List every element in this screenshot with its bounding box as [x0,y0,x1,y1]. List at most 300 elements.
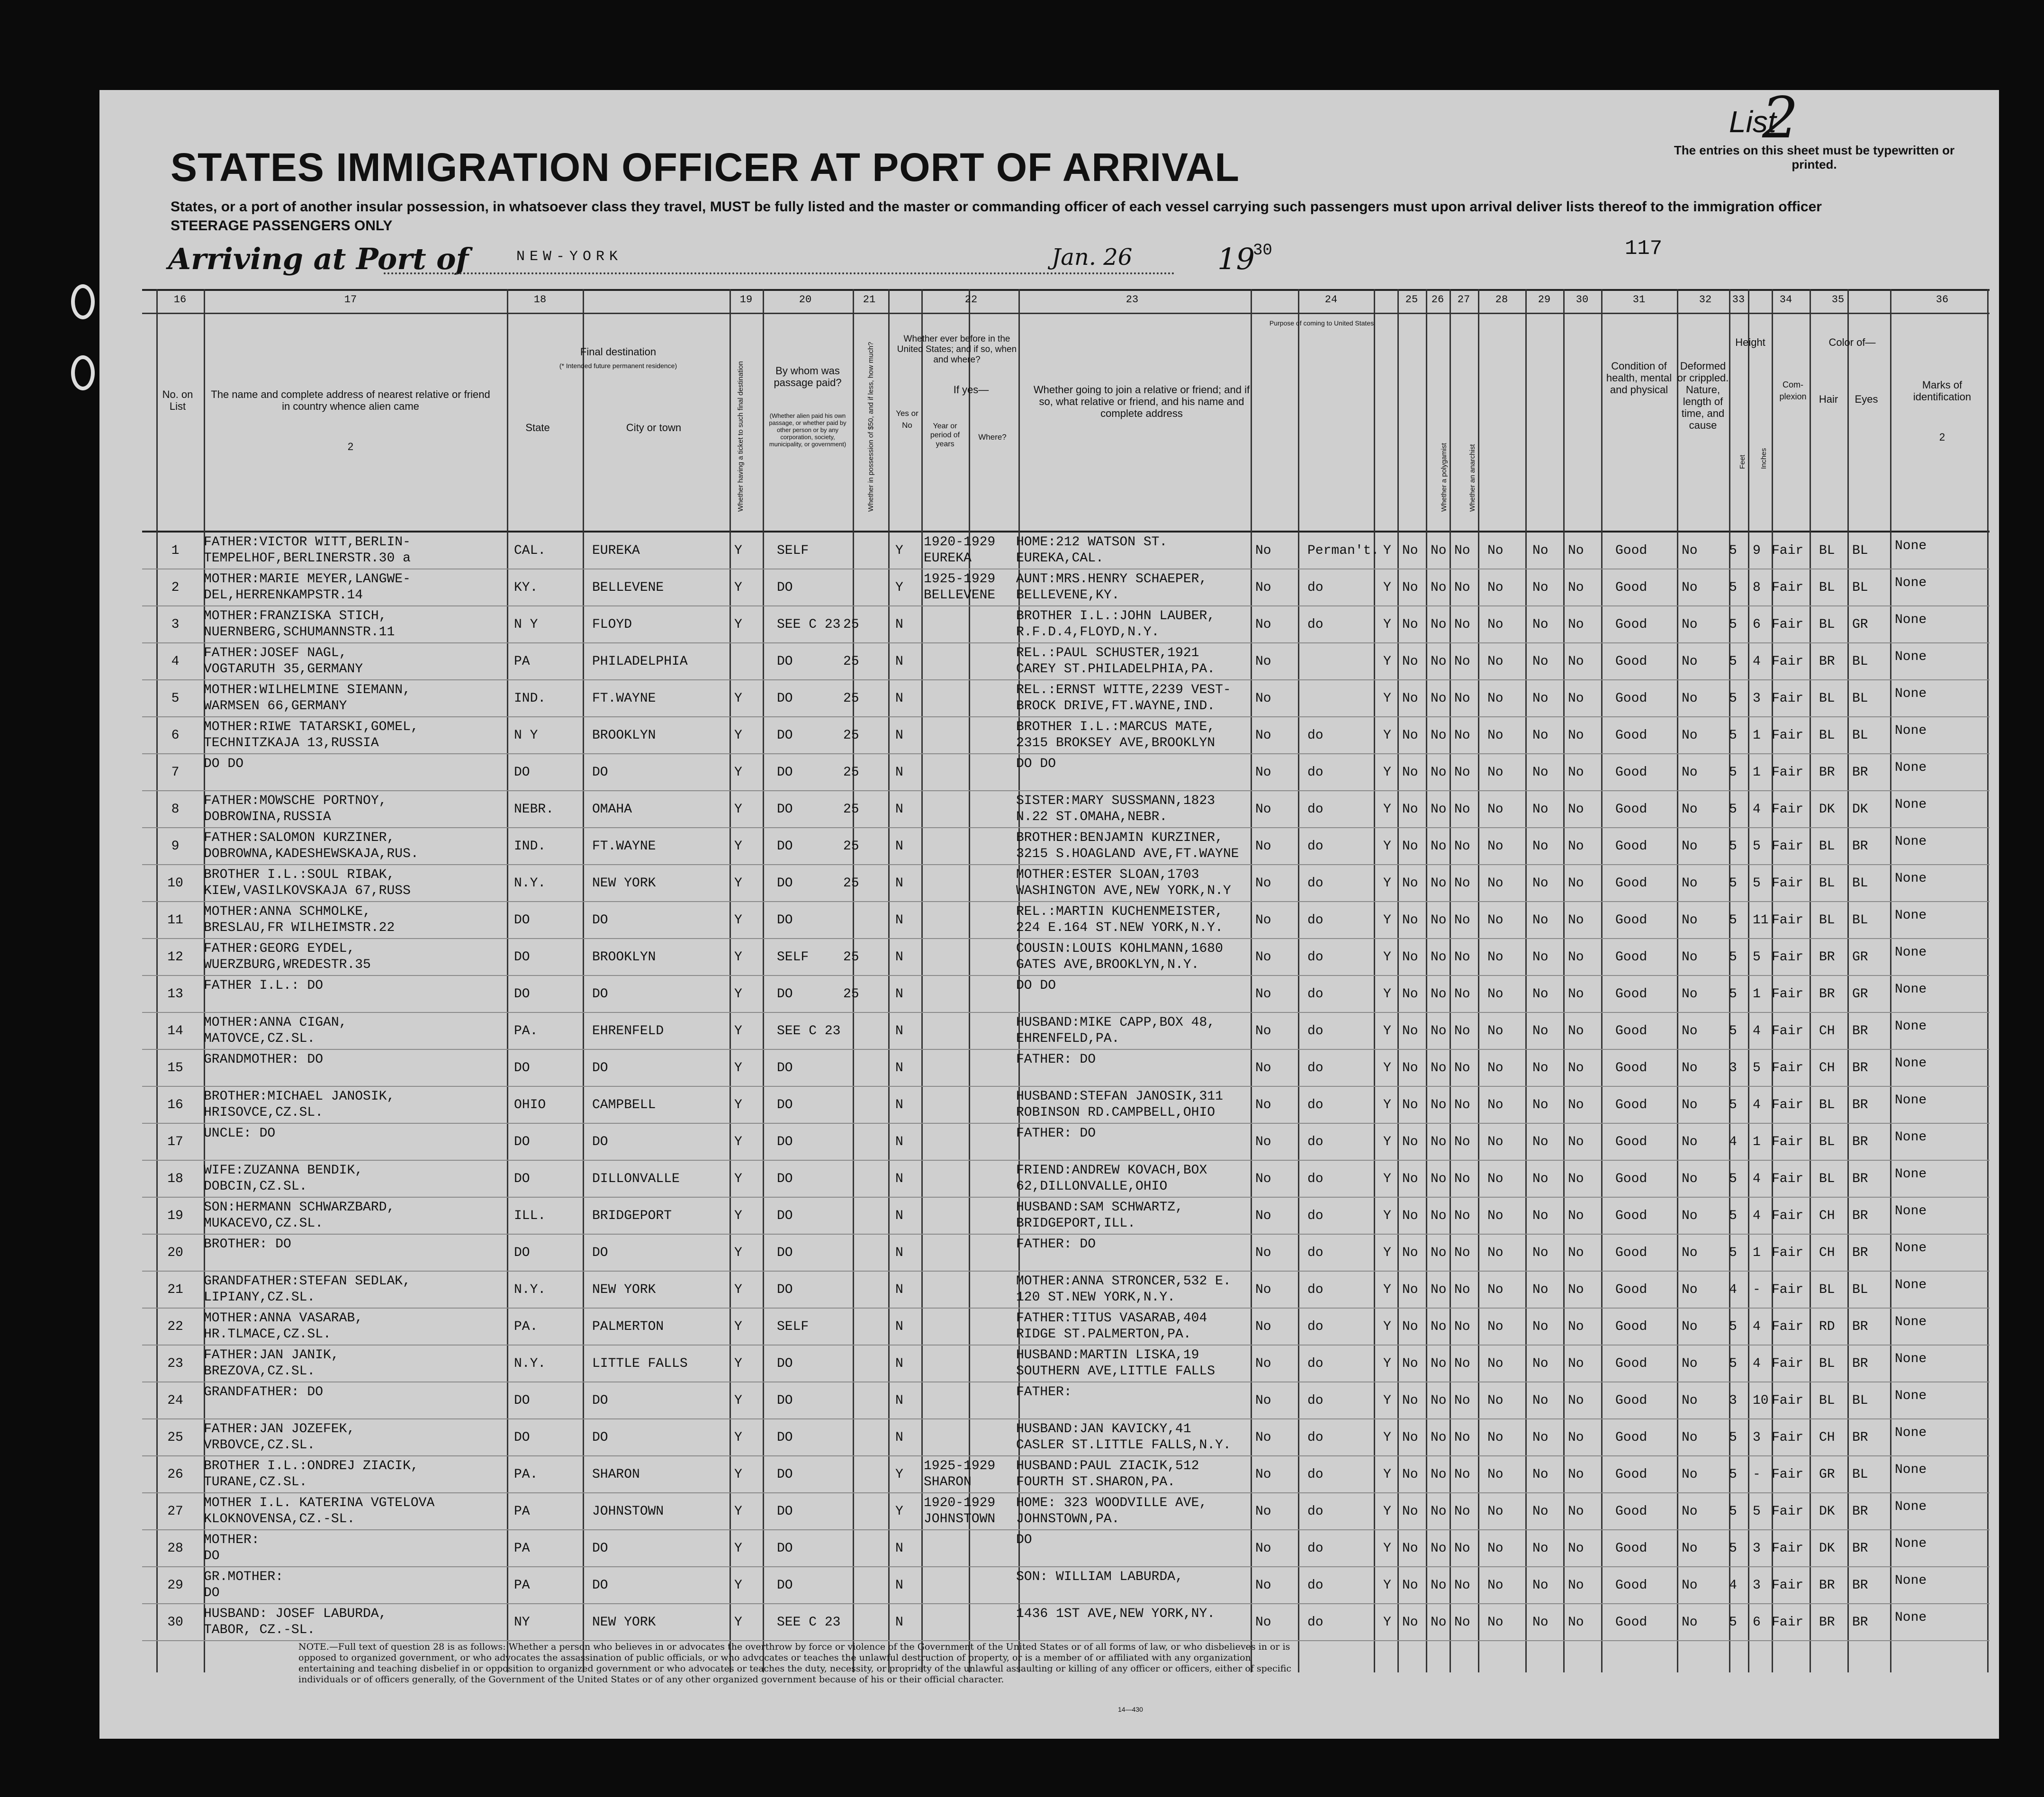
cell-eyes: BL [1852,1467,1868,1482]
cell-q26: No [1431,876,1447,891]
cell-hair: BL [1819,1356,1835,1371]
cell-p1: No [1255,876,1271,891]
cell-deform: No [1682,1430,1698,1445]
cell-p3: Y [1383,1319,1391,1334]
cell-feet: 5 [1729,654,1737,669]
cell-marks: None [1895,1241,1927,1255]
cell-inch: 5 [1753,1061,1761,1075]
cell-q29: No [1532,839,1549,854]
cell-eyes: BL [1852,691,1868,706]
cell-q29: No [1532,987,1549,1002]
cell-feet: 5 [1729,802,1737,817]
cell-inch: 5 [1753,839,1761,854]
cell-q28: No [1487,1430,1504,1445]
header-anarchist: Whether an anarchist [1468,444,1477,512]
cell-hair: CH [1819,1430,1835,1445]
header-where: Where? [978,433,1007,442]
cell-join1: DO DO [1016,757,1056,771]
header-final-destination-note: (* Intended future permanent residence) [559,362,677,370]
cell-hair: BR [1819,950,1835,965]
header-hair: Hair [1819,393,1838,405]
cell-join1: SON: WILLIAM LABURDA, [1016,1570,1183,1584]
cell-inch: 3 [1753,1578,1761,1593]
cell-ticket: Y [734,1393,742,1408]
cell-inch: 1 [1753,1246,1761,1260]
cell-no: 3 [171,617,180,632]
cell-inch: 4 [1753,1024,1761,1038]
cell-inch: 4 [1753,1172,1761,1186]
cell-q25: No [1402,839,1418,854]
cell-q26: No [1431,1541,1447,1556]
cell-q29: No [1532,543,1549,558]
cell-q28: No [1487,1282,1504,1297]
cell-eyes: BR [1852,1541,1868,1556]
cell-feet: 5 [1729,1541,1737,1556]
cell-yn: N [895,654,903,669]
cell-yn: N [895,876,903,891]
cell-q30: No [1568,1504,1584,1519]
header-joining: Whether going to join a relative or friend; and if so, what relative or friend, and his name and complete address [1033,384,1250,419]
cell-q26: No [1431,654,1447,669]
cell-p3: Y [1383,1541,1391,1556]
binder-ring [71,284,95,319]
cell-eyes: BR [1852,1246,1868,1260]
cell-inch: 11 [1753,913,1769,928]
cell-cplx: Fair [1772,765,1804,780]
cell-q25: No [1402,1098,1418,1112]
port-line [384,272,1175,274]
cell-q27: No [1454,1209,1470,1223]
cell-q28: No [1487,913,1504,928]
cell-q25: No [1402,1541,1418,1556]
cell-marks: None [1895,1130,1927,1145]
cell-q25: No [1402,1356,1418,1371]
cell-yn: N [895,1319,903,1334]
cell-q30: No [1568,950,1584,965]
cell-state: PA. [514,1024,538,1038]
table-row [142,533,1990,569]
cell-city: DO [592,1430,608,1445]
cell-marks: None [1895,1315,1927,1329]
cell-q27: No [1454,617,1470,632]
cell-cplx: Fair [1772,1209,1804,1223]
cell-yn: Y [895,1467,903,1482]
cell-ticket: Y [734,1467,742,1482]
cell-q30: No [1568,1061,1584,1075]
cell-p3: Y [1383,802,1391,817]
cell-marks: None [1895,1204,1927,1219]
cell-q26: No [1431,543,1447,558]
cell-paid: DO [777,1430,793,1445]
cell-q25: No [1402,913,1418,928]
table-row [142,570,1990,606]
cell-eyes: BL [1852,543,1868,558]
header-state: State [525,422,550,433]
cell-city: FLOYD [592,617,632,632]
cell-rel1: FATHER:JAN JANIK, [204,1348,339,1363]
cell-no: 24 [167,1393,183,1408]
cell-q25: No [1402,1578,1418,1593]
cell-q29: No [1532,1246,1549,1260]
cell-q27: No [1454,1061,1470,1075]
cell-q26: No [1431,913,1447,928]
cell-cplx: Fair [1772,1430,1804,1445]
cell-q25: No [1402,691,1418,706]
cell-marks: None [1895,1426,1927,1440]
cell-city: DO [592,1393,608,1408]
cell-eyes: BL [1852,580,1868,595]
cell-deform: No [1682,1061,1698,1075]
cell-period2: EUREKA [924,551,972,566]
cell-eyes: BL [1852,728,1868,743]
cell-ticket: Y [734,876,742,891]
cell-no: 18 [167,1172,183,1186]
cell-marks: None [1895,760,1927,775]
cell-q25: No [1402,654,1418,669]
cell-feet: 5 [1729,1467,1737,1482]
cell-health: Good [1615,765,1648,780]
cell-q27: No [1454,950,1470,965]
cell-feet: 5 [1729,543,1737,558]
cell-state: DO [514,987,530,1002]
cell-q28: No [1487,1061,1504,1075]
cell-hair: BL [1819,1135,1835,1149]
cell-ticket: Y [734,950,742,965]
cell-ticket: Y [734,1282,742,1297]
cell-ticket: Y [734,580,742,595]
cell-no: 29 [167,1578,183,1593]
cell-state: N.Y. [514,1356,546,1371]
table-row [142,1346,1990,1382]
cell-rel1: GRANDMOTHER: DO [204,1052,324,1067]
cell-q26: No [1431,1615,1447,1630]
cell-state: DO [514,950,530,965]
cell-rel2: DOBROWINA,RUSSIA [204,810,331,824]
cell-feet: 5 [1729,876,1737,891]
cell-p2: do [1307,1430,1324,1445]
cell-p1: No [1255,691,1271,706]
cell-hair: BL [1819,1393,1835,1408]
cell-period1: 1920-1929 [924,1496,996,1510]
cell-q30: No [1568,1246,1584,1260]
cell-rel2: BRESLAU,FR WILHEIMSTR.22 [204,921,395,935]
cell-no: 12 [167,950,183,965]
cell-marks: None [1895,1056,1927,1071]
cell-q27: No [1454,1024,1470,1038]
cell-q28: No [1487,728,1504,743]
cell-ticket: Y [734,1541,742,1556]
cell-deform: No [1682,654,1698,669]
cell-q28: No [1487,802,1504,817]
cell-q29: No [1532,1319,1549,1334]
cell-q27: No [1454,1098,1470,1112]
form-code: 14—430 [1118,1706,1143,1713]
cell-paid: DO [777,691,793,706]
cell-yn: N [895,765,903,780]
column-number: 27 [1457,294,1470,306]
table-row [142,1050,1990,1087]
cell-q25: No [1402,1024,1418,1038]
cell-state: N.Y. [514,1282,546,1297]
cell-no: 14 [167,1024,183,1038]
cell-q27: No [1454,1282,1470,1297]
cell-ticket: Y [734,1135,742,1149]
cell-q30: No [1568,1393,1584,1408]
cell-q26: No [1431,1172,1447,1186]
cell-q25: No [1402,1282,1418,1297]
cell-q30: No [1568,839,1584,854]
cell-join2: CAREY ST.PHILADELPHIA,PA. [1016,662,1216,677]
cell-ticket: Y [734,913,742,928]
cell-join2: BROCK DRIVE,FT.WAYNE,IND. [1016,699,1216,713]
column-number: 35 [1831,294,1845,306]
cell-join1: REL.:ERNST WITTE,2239 VEST- [1016,683,1231,697]
cell-rel2: MATOVCE,CZ.SL. [204,1031,315,1046]
cell-city: PHILADELPHIA [592,654,688,669]
cell-p1: No [1255,802,1271,817]
cell-cplx: Fair [1772,691,1804,706]
table-row [142,1531,1990,1567]
cell-rel2: LIPIANY,CZ.SL. [204,1290,315,1305]
column-number: 17 [344,294,357,306]
cell-marks: None [1895,908,1927,923]
cell-p2: do [1307,1504,1324,1519]
cell-q29: No [1532,913,1549,928]
cell-eyes: BR [1852,1209,1868,1223]
cell-q29: No [1532,765,1549,780]
cell-hair: BL [1819,691,1835,706]
cell-p2: do [1307,1319,1324,1334]
cell-eyes: BR [1852,839,1868,854]
cell-yn: N [895,987,903,1002]
cell-p3: Y [1383,876,1391,891]
cell-q29: No [1532,728,1549,743]
cell-inch: - [1753,1282,1761,1297]
cell-marks: None [1895,797,1927,812]
table-row [142,903,1990,939]
cell-marks: None [1895,1278,1927,1292]
cell-join2: BRIDGEPORT,ILL. [1016,1216,1136,1231]
cell-health: Good [1615,1319,1648,1334]
cell-join1: REL.:PAUL SCHUSTER,1921 [1016,646,1199,660]
cell-cplx: Fair [1772,1578,1804,1593]
cell-q28: No [1487,1541,1504,1556]
cell-period1: 1925-1929 [924,1459,996,1473]
cell-q26: No [1431,1578,1447,1593]
cell-cplx: Fair [1772,1393,1804,1408]
cell-p3: Y [1383,1393,1391,1408]
cell-rel1: BROTHER I.L.:SOUL RIBAK, [204,867,395,882]
cell-p3: Y [1383,1024,1391,1038]
cell-hair: BR [1819,1615,1835,1630]
cell-paid: DO [777,1356,793,1371]
cell-marks: None [1895,871,1927,886]
cell-p1: No [1255,1319,1271,1334]
cell-rel1: SON:HERMANN SCHWARZBARD, [204,1200,395,1215]
cell-cplx: Fair [1772,1541,1804,1556]
cell-p2: do [1307,1615,1324,1630]
header-color-of: Color of— [1828,336,1876,348]
cell-join2: 3215 S.HOAGLAND AVE,FT.WAYNE [1016,847,1239,861]
cell-paid: DO [777,913,793,928]
cell-rel2: NUERNBERG,SCHUMANNSTR.11 [204,625,395,640]
cell-p1: No [1255,1024,1271,1038]
cell-q30: No [1568,1578,1584,1593]
cell-join2: 120 ST.NEW YORK,N.Y. [1016,1290,1176,1305]
cell-q27: No [1454,913,1470,928]
cell-p3: Y [1383,691,1391,706]
cell-q28: No [1487,1504,1504,1519]
intro-text: States, or a port of another insular possession, in whatsoever class they travel, MUST be fully listed and the master or commanding officer of each vessel carrying such passengers must upon arrival deliver lists thereof to the immigration officer [171,199,1822,215]
cell-q28: No [1487,876,1504,891]
cell-yn: N [895,1615,903,1630]
cell-q30: No [1568,543,1584,558]
cell-ticket: Y [734,1172,742,1186]
cell-rel1: MOTHER:WILHELMINE SIEMANN, [204,683,411,697]
table-row [142,1420,1990,1456]
cell-marks: None [1895,723,1927,738]
cell-inch: 4 [1753,1098,1761,1112]
cell-q28: No [1487,1393,1504,1408]
cell-p3: Y [1383,1061,1391,1075]
cell-join2: SOUTHERN AVE,LITTLE FALLS [1016,1364,1216,1379]
column-number: 19 [739,294,753,306]
cell-eyes: BR [1852,1615,1868,1630]
cell-q29: No [1532,654,1549,669]
cell-p1: No [1255,1541,1271,1556]
table-row [142,976,1990,1013]
cell-money: 25 [843,765,859,780]
cell-eyes: BR [1852,1098,1868,1112]
cell-q30: No [1568,691,1584,706]
cell-period2: BELLEVENE [924,588,996,603]
cell-hair: BL [1819,1098,1835,1112]
cell-q26: No [1431,987,1447,1002]
cell-deform: No [1682,1024,1698,1038]
cell-feet: 5 [1729,1504,1737,1519]
cell-no: 13 [167,987,183,1002]
table-row [142,755,1990,791]
cell-yn: N [895,1098,903,1112]
cell-p1: No [1255,1504,1271,1519]
cell-rel2: TABOR, CZ.-SL. [204,1623,315,1637]
cell-q26: No [1431,1282,1447,1297]
cell-yn: N [895,1541,903,1556]
cell-deform: No [1682,913,1698,928]
cell-q25: No [1402,987,1418,1002]
cell-marks: None [1895,1167,1927,1182]
cell-q25: No [1402,1246,1418,1260]
cell-paid: DO [777,1172,793,1186]
cell-state: CAL. [514,543,546,558]
cell-q30: No [1568,1430,1584,1445]
cell-feet: 5 [1729,1098,1737,1112]
cell-city: DO [592,765,608,780]
cell-health: Good [1615,1541,1648,1556]
cell-hair: BL [1819,839,1835,854]
header-no-on-list: No. on List [162,388,193,412]
cell-p2: do [1307,1393,1324,1408]
cell-paid: SELF [777,543,809,558]
cell-marks: None [1895,1610,1927,1625]
cell-inch: 6 [1753,1615,1761,1630]
cell-hair: BL [1819,1282,1835,1297]
cell-hair: DK [1819,802,1835,817]
cell-join1: MOTHER:ESTER SLOAN,1703 [1016,867,1199,882]
cell-inch: 4 [1753,802,1761,817]
cell-p3: Y [1383,1209,1391,1223]
cell-no: 11 [167,913,183,928]
cell-join1: MOTHER:ANNA STRONCER,532 E. [1016,1274,1231,1289]
cell-q25: No [1402,728,1418,743]
cell-paid: DO [777,1246,793,1260]
cell-eyes: GR [1852,987,1868,1002]
cell-eyes: BR [1852,1504,1868,1519]
cell-q29: No [1532,1061,1549,1075]
cell-q28: No [1487,654,1504,669]
cell-rel2: HR.TLMACE,CZ.SL. [204,1327,331,1342]
table-row [142,1013,1990,1050]
cell-p2: do [1307,1098,1324,1112]
cell-state: IND. [514,691,546,706]
cell-yn: N [895,839,903,854]
cell-q30: No [1568,1282,1584,1297]
cell-cplx: Fair [1772,913,1804,928]
cell-deform: No [1682,765,1698,780]
cell-q29: No [1532,1504,1549,1519]
cell-eyes: BL [1852,876,1868,891]
cell-p3: Y [1383,543,1391,558]
header-marks-sub: 2 [1939,431,1945,443]
cell-rel1: MOTHER:FRANZISKA STICH, [204,609,387,623]
cell-city: NEW YORK [592,1615,656,1630]
cell-paid: DO [777,1393,793,1408]
cell-yn: Y [895,543,903,558]
typewritten-notice: The entries on this sheet must be typewritten or printed. [1674,143,1955,172]
cell-no: 1 [171,543,180,558]
cell-eyes: GR [1852,617,1868,632]
cell-q28: No [1487,1246,1504,1260]
cell-q27: No [1454,876,1470,891]
cell-q27: No [1454,1430,1470,1445]
cell-inch: 5 [1753,1504,1761,1519]
cell-paid: DO [777,1209,793,1223]
cell-health: Good [1615,1061,1648,1075]
cell-health: Good [1615,913,1648,928]
cell-no: 30 [167,1615,183,1630]
header-if-yes: If yes— [953,384,989,396]
cell-join1: HUSBAND:JAN KAVICKY,41 [1016,1422,1191,1436]
cell-deform: No [1682,543,1698,558]
cell-rel1: MOTHER:ANNA CIGAN, [204,1015,347,1030]
cell-p2: do [1307,987,1324,1002]
cell-q27: No [1454,1135,1470,1149]
cell-q28: No [1487,1135,1504,1149]
cell-inch: 3 [1753,1430,1761,1445]
column-number: 24 [1324,294,1338,306]
cell-q29: No [1532,1098,1549,1112]
cell-eyes: BR [1852,1430,1868,1445]
cell-health: Good [1615,802,1648,817]
cell-money: 25 [843,950,859,965]
year-suffix: 30 [1253,242,1272,260]
cell-q29: No [1532,1541,1549,1556]
cell-cplx: Fair [1772,1356,1804,1371]
cell-join2: ROBINSON RD.CAMPBELL,OHIO [1016,1105,1216,1120]
table-row [142,644,1990,680]
column-number: 23 [1126,294,1139,306]
cell-city: FT.WAYNE [592,839,656,854]
